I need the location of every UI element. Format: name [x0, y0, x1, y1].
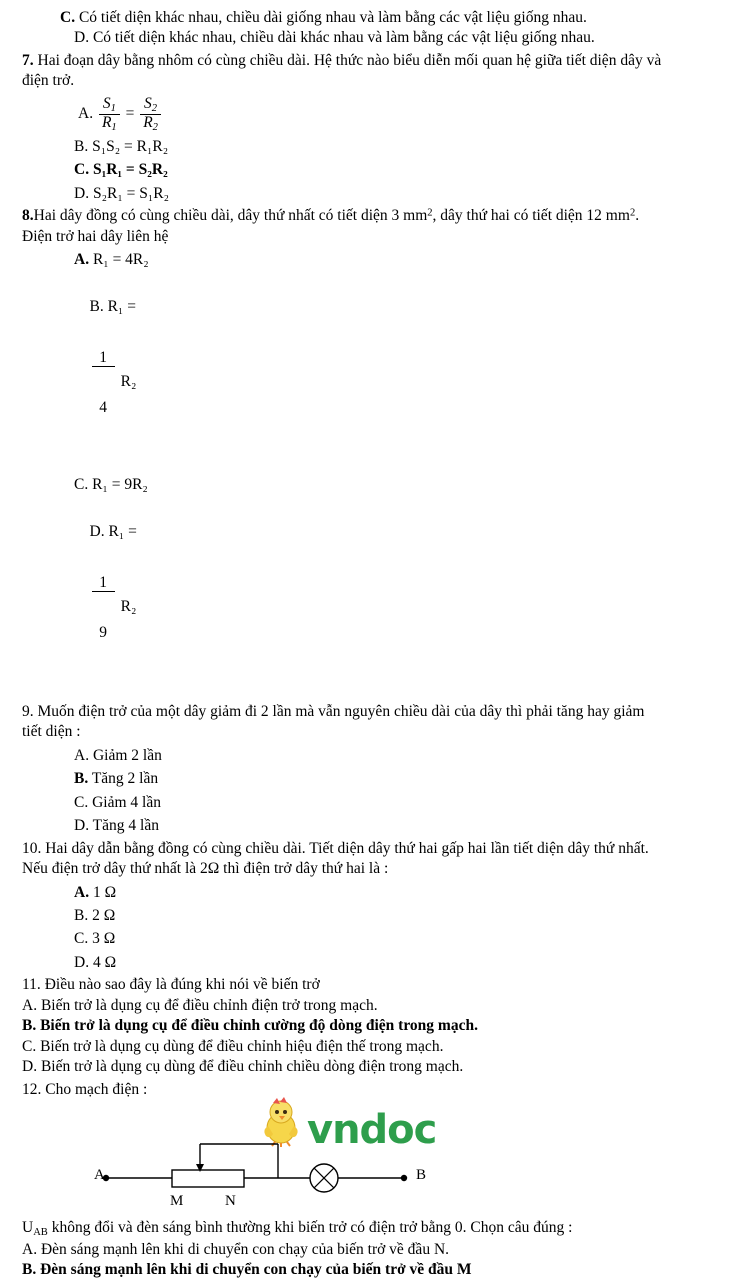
q10-answer-b: [22, 906, 736, 926]
q8-answer-a: [22, 250, 736, 270]
question-9: [22, 702, 736, 722]
q7-answer-c: [22, 160, 736, 180]
superscript: 2: [629, 207, 636, 219]
q9-answer-d: [22, 816, 736, 836]
answer-lead: R₁ =: [104, 522, 141, 540]
answer-label: D.: [74, 29, 90, 47]
answer-label: C.: [74, 930, 89, 948]
answer-label: B.: [74, 907, 89, 925]
answer-text: S₁R₁ = S₂R₂: [89, 161, 168, 179]
circuit-diagram: [82, 1126, 442, 1206]
question-text: Muốn điện trở của một dây giảm đi 2 lần mà vẫn nguyên chiều dài của dây thì phải tăng hay giảm: [33, 702, 645, 720]
answer-label: D.: [74, 184, 90, 202]
q12-answer-b: [22, 1260, 736, 1280]
answer-label: A.: [74, 883, 90, 901]
note-prefix: U: [22, 1219, 34, 1237]
answer-text: Giảm 2 lần: [89, 746, 162, 764]
q12-answer-a: [22, 1240, 736, 1260]
answer-label: C.: [74, 161, 90, 179]
answer-option-c-prev: [22, 8, 736, 28]
equals-sign: =: [125, 104, 135, 122]
answer-text: 4 Ω: [89, 953, 117, 971]
question-text: Cho mạch điện :: [41, 1080, 148, 1098]
answer-text: Biến trở là dụng cụ dùng để điều chỉnh chiều dòng điện trong mạch.: [37, 1058, 464, 1076]
question-text: Điều nào sao đây là đúng khi nói về biến trở: [40, 976, 320, 994]
q9-answer-b: [22, 769, 736, 789]
q8-answer-d: [22, 501, 736, 693]
fraction-numerator: $S_1$: [99, 96, 120, 115]
q7-answer-b: [22, 137, 736, 157]
answer-text: S₁S₂ = R₁R₂: [88, 137, 169, 155]
answer-label: B.: [89, 297, 104, 315]
q7-answer-a: [22, 96, 736, 133]
answer-label: C.: [60, 9, 76, 26]
q9-answer-a: [22, 746, 736, 766]
question-text: Hai đoạn dây bằng nhôm có cùng chiều dài. Hệ thức nào biểu diễn mối quan hệ giữa tiết diện dây và: [33, 51, 662, 69]
answer-label: D.: [22, 1058, 38, 1076]
fraction-denominator: $R_1$: [101, 113, 117, 133]
answer-text: S₂R₁ = S₁R₂: [89, 184, 169, 202]
fraction: [92, 542, 115, 673]
fraction-left: [99, 96, 120, 133]
answer-lead: R₁ =: [103, 297, 140, 315]
answer-text: 3 Ω: [88, 930, 116, 948]
question-11: [22, 975, 736, 995]
answer-label: B.: [74, 770, 89, 788]
question-text-mid: , dây thứ hai có tiết diện 12 mm: [432, 207, 630, 225]
question-number: 12.: [22, 1080, 42, 1098]
circuit-figure: [22, 1104, 736, 1212]
question-8-line2: Điện trở hai dây liên hệ: [22, 227, 169, 245]
label-node-m: M: [170, 1193, 184, 1210]
answer-label: B.: [74, 137, 89, 155]
question-9-line2: tiết diện :: [22, 723, 81, 741]
fraction-numerator: $S_2$: [140, 96, 161, 115]
question-number: 11.: [22, 976, 41, 994]
label-node-b: B: [416, 1167, 427, 1184]
q11-answer-c: [22, 1037, 736, 1057]
q10-answer-d: [22, 953, 736, 973]
answer-text: Biến trở là dụng cụ để điều chỉnh cường độ dòng điện trong mạch.: [36, 1017, 478, 1035]
question-text-end: .: [635, 207, 640, 225]
question-text: Hai dây đồng có cùng chiều dài, dây thứ nhất có tiết diện 3 mm: [33, 207, 428, 225]
answer-label: B.: [22, 1261, 37, 1279]
answer-label: D.: [89, 522, 105, 540]
fraction-numerator: 1: [92, 575, 115, 592]
answer-text: Đèn sáng mạnh lên khi di chuyển con chạy của biến trở về đầu M: [36, 1261, 472, 1279]
answer-text: R₁ = 4R₂: [89, 251, 149, 269]
question-7-line2: điện trở.: [22, 72, 75, 90]
fraction-right: [140, 96, 161, 133]
question-12-note: [22, 1218, 736, 1240]
q10-answer-c: [22, 929, 736, 949]
q11-answer-b: [22, 1016, 736, 1036]
q10-answer-a: [22, 883, 736, 903]
fraction-denominator: 9: [99, 623, 107, 641]
q9-answer-c: [22, 793, 736, 813]
question-10: [22, 839, 736, 859]
answer-tail: R₂: [116, 598, 137, 616]
label-node-n: N: [225, 1193, 236, 1210]
question-10-line2: Nếu điện trở dây thứ nhất là 2Ω thì điện trở dây thứ hai là :: [22, 860, 389, 878]
answer-text: Biến trở là dụng cụ dùng để điều chỉnh hiệu điện thế trong mạch.: [36, 1037, 444, 1055]
fraction-denominator: $R_2$: [143, 113, 158, 133]
question-number: 10.: [22, 839, 42, 857]
answer-text: Biến trở là dụng cụ để điều chỉnh điện trở trong mạch.: [37, 996, 378, 1014]
question-number: 9.: [22, 702, 34, 720]
answer-label: C.: [74, 476, 89, 494]
answer-label: A.: [74, 746, 90, 764]
question-8: [22, 206, 736, 226]
superscript: 2: [427, 207, 433, 219]
answer-text: Tăng 4 lần: [89, 817, 159, 835]
q11-answer-d: [22, 1057, 736, 1077]
answer-label: A.: [78, 104, 94, 122]
answer-text: 2 Ω: [88, 907, 116, 925]
question-text: Hai dây dẫn bằng đồng có cùng chiều dài. Tiết diện dây thứ hai gấp hai lần tiết diện dây thứ nhất.: [41, 839, 649, 857]
rheostat-icon: [172, 1170, 244, 1187]
answer-label: A.: [22, 996, 38, 1014]
answer-text: Tăng 2 lần: [88, 770, 159, 788]
answer-text: Có tiết diện khác nhau, chiều dài giống nhau và làm bằng các vật liệu giống nhau.: [75, 9, 587, 26]
question-number: 7.: [22, 51, 34, 69]
q7-answer-d: [22, 184, 736, 204]
q11-answer-a: [22, 996, 736, 1016]
answer-label: A.: [74, 251, 90, 269]
fraction-numerator: 1: [92, 350, 115, 367]
answer-label: D.: [74, 817, 90, 835]
answer-label: A.: [22, 1240, 38, 1258]
answer-text: R₁ = 9R₂: [88, 476, 148, 494]
answer-text: Có tiết diện khác nhau, chiều dài khác nhau và làm bằng các vật liệu giống nhau.: [89, 29, 595, 47]
note-subscript: AB: [33, 1227, 48, 1239]
question-7: [22, 51, 736, 71]
answer-tail: R₂: [116, 373, 137, 391]
answer-label: C.: [22, 1037, 37, 1055]
answer-option-d-prev: [22, 28, 736, 48]
question-12: [22, 1080, 736, 1100]
label-node-a: A: [94, 1167, 105, 1184]
answer-label: C.: [74, 793, 89, 811]
answer-text: Giảm 4 lần: [88, 793, 161, 811]
fraction-denominator: 4: [99, 398, 107, 416]
answer-text: Đèn sáng mạnh lên khi di chuyển con chạy của biến trở về đầu N.: [37, 1240, 450, 1258]
answer-text: 1 Ω: [89, 883, 117, 901]
note-text: không đổi và đèn sáng bình thường khi biến trở có điện trở bằng 0. Chọn câu đúng :: [47, 1219, 573, 1237]
answer-label: D.: [74, 953, 90, 971]
fraction: [92, 317, 115, 448]
question-number: 8.: [22, 207, 34, 225]
q8-answer-b: [22, 277, 736, 469]
q8-answer-c: [22, 475, 736, 495]
node-b-dot: [401, 1175, 407, 1181]
answer-label: B.: [22, 1017, 37, 1035]
watermark-text: vndoc: [307, 1107, 437, 1154]
